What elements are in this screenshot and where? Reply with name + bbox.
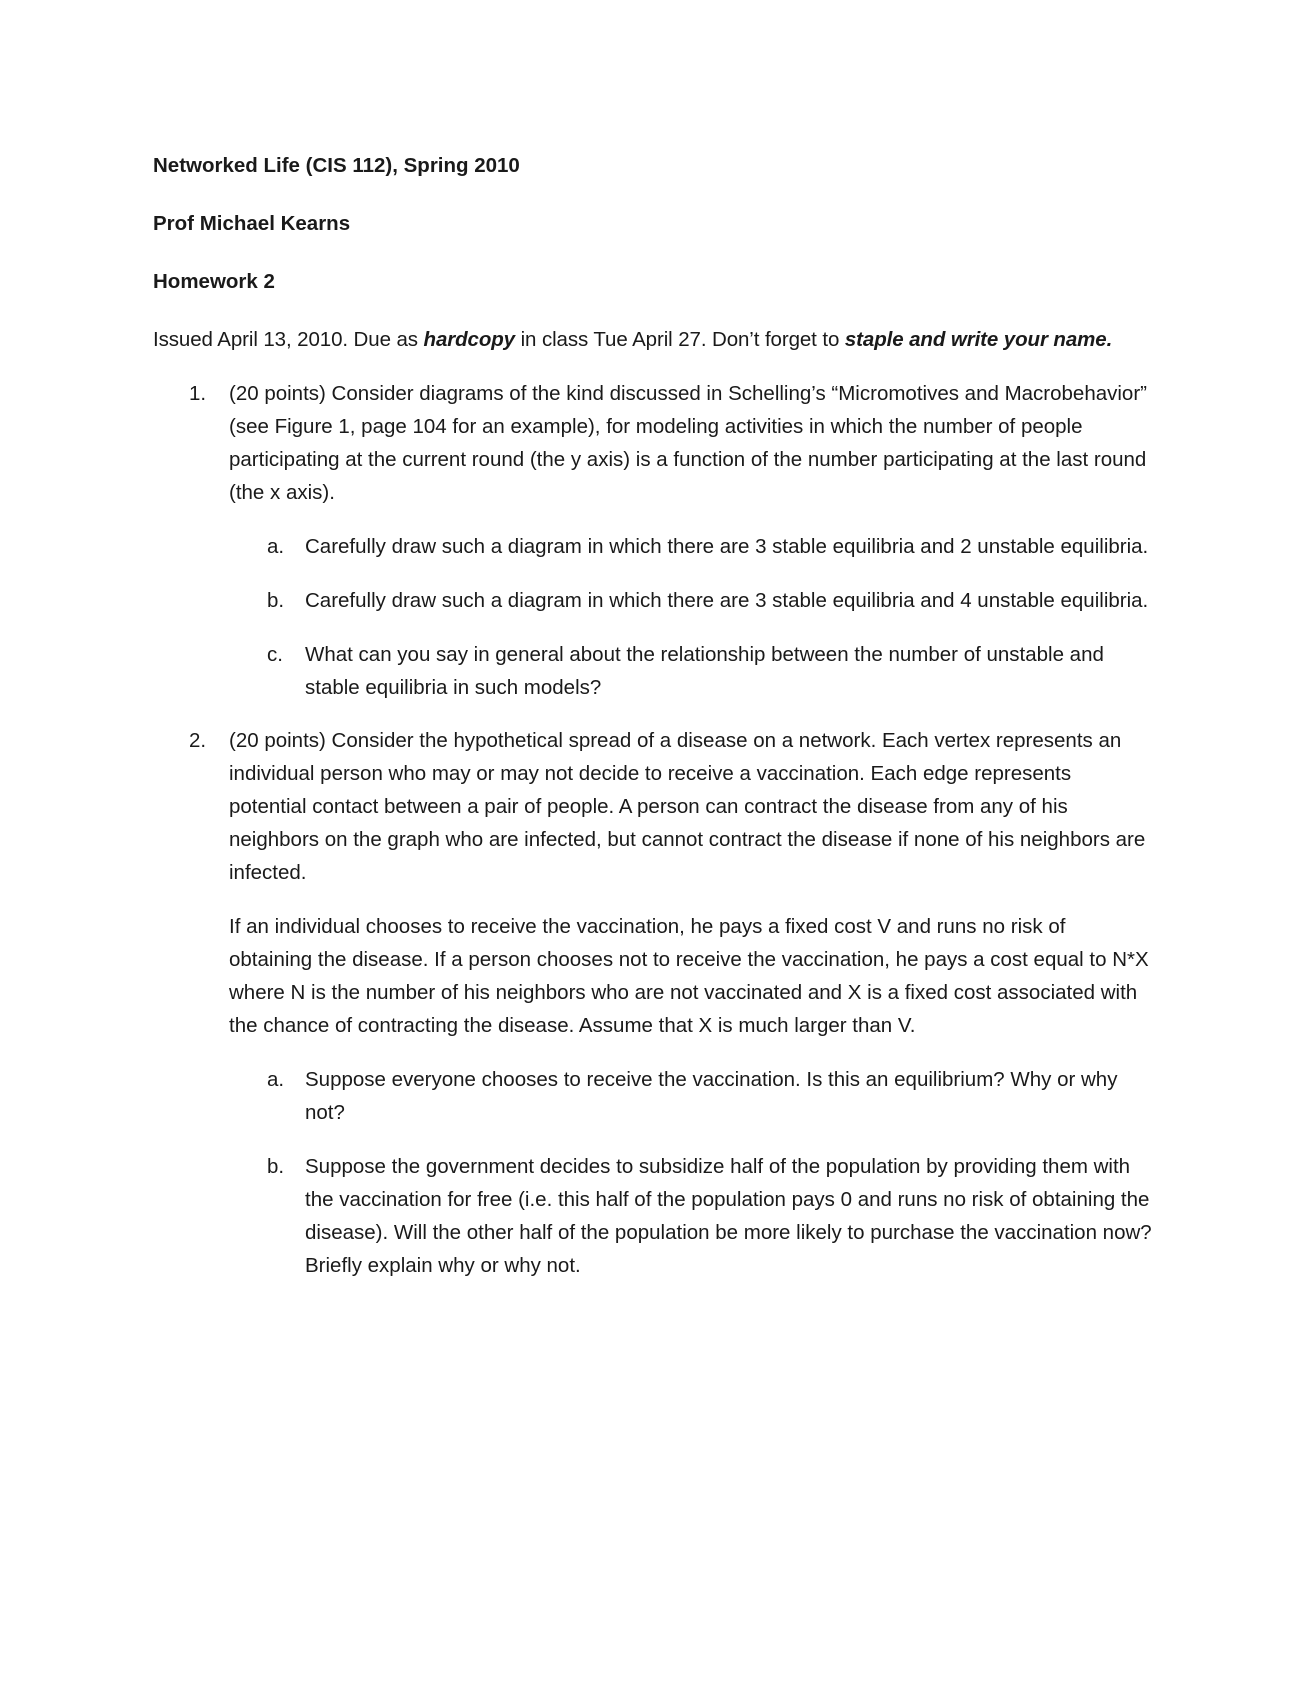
question-1-part-b <box>229 584 1153 617</box>
assignment-title: Homework 2 <box>153 270 275 293</box>
question-1 <box>153 377 1153 704</box>
question-text: (20 points) Consider diagrams of the kind discussed in Schelling’s “Micromotives and Macrobehavior” (see Figure 1, page 104 for an example), for modeling activities in which the number of people participating at the current round (the y axis) is a function of the number participating at the last round (the x axis). <box>229 381 1147 504</box>
question-2-part-b <box>229 1150 1153 1282</box>
issued-text-1: Issued April 13, 2010. Due as <box>153 328 424 351</box>
issued-line <box>153 323 1153 356</box>
question-text: (20 points) Consider the hypothetical spread of a disease on a network. Each vertex represents an individual person who may or may not decide to receive a vaccination. Each edge represents potential contact between a pair of people. A person can contract the disease from any of his neighbors on the graph who are infected, but cannot contract the disease if none of his neighbors are infected. <box>229 728 1146 884</box>
professor-name: Prof Michael Kearns <box>153 212 351 235</box>
homework-document <box>153 140 1153 1282</box>
part-text: What can you say in general about the relationship between the number of unstable and stable equilibria in such models? <box>305 642 1104 699</box>
part-text: Suppose the government decides to subsidize half of the population by providing them with the vaccination for free (i.e. this half of the population pays 0 and runs no risk of obtaining the disease). Will the other half of the population be more likely to purchase the vaccination now? Briefly explain why or why not. <box>305 1154 1152 1277</box>
question-2 <box>153 724 1153 1282</box>
issued-text-2: in class Tue April 27. Don’t forget to <box>515 328 845 351</box>
question-1-part-c <box>229 638 1153 704</box>
question-2-part-a <box>229 1063 1153 1129</box>
part-text: Suppose everyone chooses to receive the vaccination. Is this an equilibrium? Why or why not? <box>305 1067 1118 1124</box>
question-number: 1. <box>189 381 207 405</box>
part-letter: a. <box>267 534 285 558</box>
part-letter: b. <box>267 588 285 612</box>
part-letter: c. <box>267 642 283 666</box>
course-title: Networked Life (CIS 112), Spring 2010 <box>153 154 520 177</box>
part-text: Carefully draw such a diagram in which there are 3 stable equilibria and 4 unstable equilibria. <box>305 588 1149 612</box>
question-paragraph-2: If an individual chooses to receive the vaccination, he pays a fixed cost V and runs no risk of obtaining the disease. If a person chooses not to receive the vaccination, he pays a cost equal to N*X where N is the number of his neighbors who are not vaccinated and X is a fixed cost associated with the chance of contracting the disease. Assume that X is much larger than V. <box>229 914 1149 1037</box>
part-letter: b. <box>267 1154 285 1178</box>
part-letter: a. <box>267 1067 285 1091</box>
staple-emphasis: staple and write your name. <box>844 328 1113 351</box>
question-1-part-a <box>229 530 1153 563</box>
hardcopy-emphasis: hardcopy <box>423 328 515 351</box>
part-text: Carefully draw such a diagram in which there are 3 stable equilibria and 2 unstable equilibria. <box>305 534 1149 558</box>
question-number: 2. <box>189 728 207 752</box>
